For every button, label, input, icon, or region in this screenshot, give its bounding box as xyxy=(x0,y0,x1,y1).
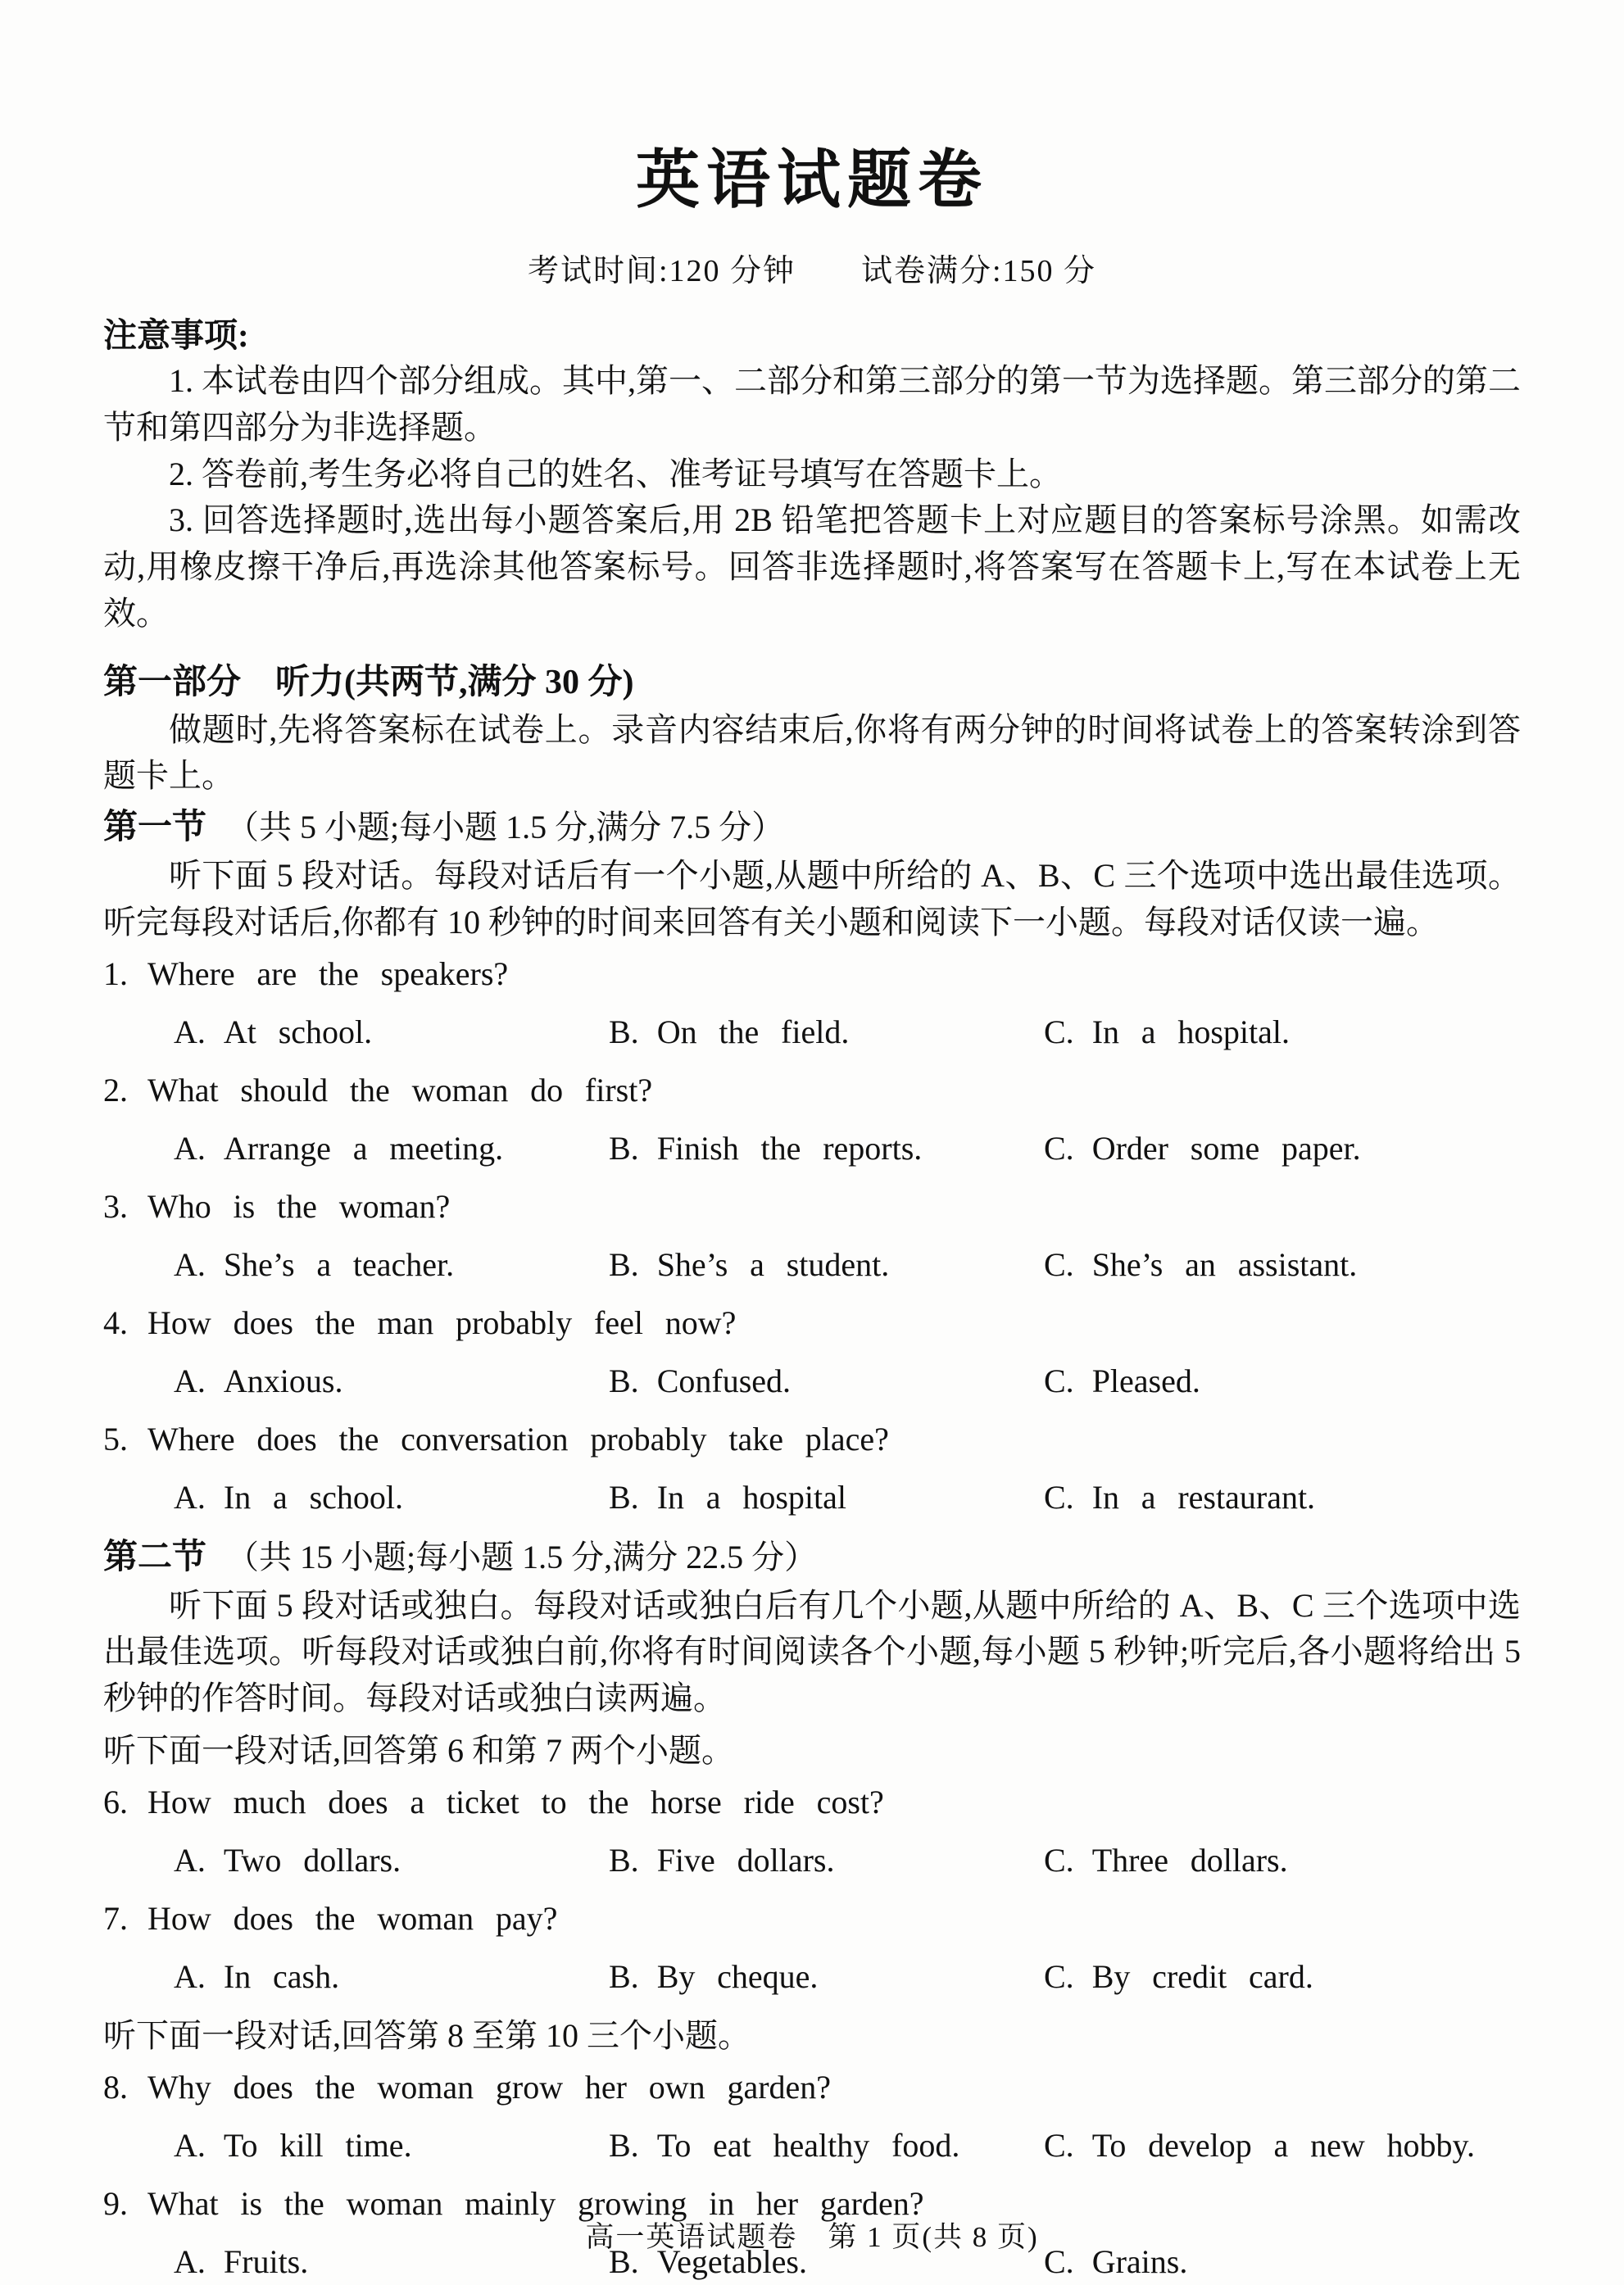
question-1-stem: Where are the speakers? xyxy=(147,954,509,992)
question-6-option-b xyxy=(609,1838,1044,1883)
option-letter-a: A. xyxy=(174,2126,206,2164)
question-4-option-b xyxy=(609,1359,1044,1403)
option-letter-a: A. xyxy=(174,1129,206,1167)
question-4-options xyxy=(103,1359,1521,1403)
part1-intro: 做题时,先将答案标在试卷上。录音内容结束后,你将有两分钟的时间将试卷上的答案转涂到答题卡上。 xyxy=(103,710,1521,795)
option-b-text: To eat healthy food. xyxy=(656,2126,960,2164)
option-c-text: To develop a new hobby. xyxy=(1091,2126,1475,2164)
question-5 xyxy=(103,1417,1521,1520)
question-8-number: 8. xyxy=(103,2068,128,2106)
question-6-option-c xyxy=(1044,1838,1521,1883)
option-letter-c: C. xyxy=(1044,1478,1074,1516)
question-1-text xyxy=(103,951,1521,997)
question-7-option-a xyxy=(174,1955,609,1999)
option-letter-b: B. xyxy=(609,2126,639,2164)
option-c-text: She’s an assistant. xyxy=(1091,1245,1358,1283)
option-letter-c: C. xyxy=(1044,1362,1074,1399)
part1-heading: 第一部分 听力(共两节,满分 30 分) xyxy=(103,663,634,701)
question-3-text xyxy=(103,1184,1521,1230)
question-6 xyxy=(103,1779,1521,1883)
option-b-text: In a hospital xyxy=(656,1478,847,1516)
option-letter-a: A. xyxy=(174,1245,206,1283)
question-3-options xyxy=(103,1243,1521,1287)
option-letter-b: B. xyxy=(609,1013,639,1050)
question-1-option-c xyxy=(1044,1010,1521,1054)
question-5-options xyxy=(103,1476,1521,1520)
question-7-stem: How does the woman pay? xyxy=(147,1899,558,1937)
question-1-option-a xyxy=(174,1010,609,1054)
question-3-stem: Who is the woman? xyxy=(147,1187,451,1225)
question-5-option-c xyxy=(1044,1476,1521,1520)
question-1-option-b xyxy=(609,1010,1044,1054)
question-4-stem: How does the man probably feel now? xyxy=(147,1303,737,1341)
option-letter-b: B. xyxy=(609,1841,639,1879)
option-b-text: On the field. xyxy=(656,1013,850,1050)
option-letter-b: B. xyxy=(609,1362,639,1399)
option-letter-b: B. xyxy=(609,1129,639,1167)
question-6-option-a xyxy=(174,1838,609,1883)
question-3 xyxy=(103,1184,1521,1287)
question-2-number: 2. xyxy=(103,1071,128,1108)
page-footer: 高一英语试题卷 第 1 页(共 8 页) xyxy=(585,2221,1039,2253)
question-2-option-b xyxy=(609,1127,1044,1171)
option-letter-a: A. xyxy=(174,1013,206,1050)
question-5-stem: Where does the conversation probably take place? xyxy=(147,1420,889,1458)
option-a-text: To kill time. xyxy=(223,2126,412,2164)
question-5-number: 5. xyxy=(103,1420,128,1458)
question-8-stem: Why does the woman grow her own garden? xyxy=(147,2068,832,2106)
option-b-text: Finish the reports. xyxy=(656,1129,923,1167)
question-2-option-a xyxy=(174,1127,609,1171)
question-7-text xyxy=(103,1896,1521,1942)
question-4 xyxy=(103,1300,1521,1403)
option-letter-a: A. xyxy=(174,1362,206,1399)
option-letter-c: C. xyxy=(1044,1245,1074,1283)
section1-intro: 听下面 5 段对话。每段对话后有一个小题,从题中所给的 A、B、C 三个选项中选出最佳选项。听完每段对话后,你都有 10 秒钟的时间来回答有关小题和阅读下一小题。每段对话仅读一遍。 xyxy=(103,857,1521,941)
question-6-text xyxy=(103,1779,1521,1825)
question-1-options xyxy=(103,1010,1521,1054)
section2-meta: （共 15 小题;每小题 1.5 分,满分 22.5 分） xyxy=(226,1538,818,1575)
option-letter-b: B. xyxy=(609,1245,639,1283)
option-letter-c: C. xyxy=(1044,1841,1074,1879)
option-letter-b: B. xyxy=(609,1957,639,1995)
option-b-text: Confused. xyxy=(656,1362,792,1399)
question-9-stem: What is the woman mainly growing in her garden? xyxy=(147,2184,924,2222)
option-letter-b: B. xyxy=(609,1478,639,1516)
option-letter-a: A. xyxy=(174,1478,206,1516)
notice-item-1: 1. 本试卷由四个部分组成。其中,第一、二部分和第三部分的第一节为选择题。第三部分的第二节和第四部分为非选择题。 xyxy=(103,362,1521,446)
page-title: 英语试题卷 xyxy=(635,144,988,215)
question-3-option-b xyxy=(609,1243,1044,1287)
question-7-option-c xyxy=(1044,1955,1521,1999)
question-1-number: 1. xyxy=(103,954,128,992)
notice-item-3: 3. 回答选择题时,选出每小题答案后,用 2B 铅笔把答题卡上对应题目的答案标号涂黑。如需改动,用橡皮擦干净后,再选涂其他答案标号。回答非选择题时,将答案写在答题卡上,写在本试卷上无效。 xyxy=(103,501,1521,632)
question-6-stem: How much does a ticket to the horse ride cost? xyxy=(147,1783,884,1820)
question-8-text xyxy=(103,2065,1521,2110)
question-5-text xyxy=(103,1417,1521,1462)
question-7-options xyxy=(103,1955,1521,1999)
option-c-text: By credit card. xyxy=(1091,1957,1313,1995)
option-a-text: Anxious. xyxy=(223,1362,343,1399)
option-letter-a: A. xyxy=(174,2242,206,2280)
question-2-option-c xyxy=(1044,1127,1521,1171)
question-4-option-a xyxy=(174,1359,609,1403)
section2-label: 第二节 xyxy=(103,1538,207,1576)
question-8-option-a xyxy=(174,2124,609,2168)
direction-q6-q7: 听下面一段对话,回答第 6 和第 7 两个小题。 xyxy=(103,1731,734,1769)
option-c-text: In a hospital. xyxy=(1091,1013,1291,1050)
option-a-text: Arrange a meeting. xyxy=(223,1129,504,1167)
option-letter-b: B. xyxy=(609,2242,639,2280)
question-1 xyxy=(103,951,1521,1054)
direction-q8-q10: 听下面一段对话,回答第 8 至第 10 三个小题。 xyxy=(103,2016,751,2054)
question-8 xyxy=(103,2065,1521,2168)
question-6-options xyxy=(103,1838,1521,1883)
option-b-text: She’s a student. xyxy=(656,1245,890,1283)
option-a-text: She’s a teacher. xyxy=(223,1245,455,1283)
question-9-number: 9. xyxy=(103,2184,128,2222)
question-3-option-c xyxy=(1044,1243,1521,1287)
option-c-text: In a restaurant. xyxy=(1091,1478,1316,1516)
option-a-text: Fruits. xyxy=(223,2242,309,2280)
option-a-text: Two dollars. xyxy=(223,1841,401,1879)
option-letter-c: C. xyxy=(1044,1957,1074,1995)
question-2-options xyxy=(103,1127,1521,1171)
section1-label: 第一节 xyxy=(103,809,207,847)
question-5-option-b xyxy=(609,1476,1044,1520)
question-8-options xyxy=(103,2124,1521,2168)
option-a-text: At school. xyxy=(223,1013,373,1050)
option-letter-a: A. xyxy=(174,1841,206,1879)
option-letter-c: C. xyxy=(1044,2242,1074,2280)
option-letter-c: C. xyxy=(1044,1129,1074,1167)
option-letter-a: A. xyxy=(174,1957,206,1995)
question-4-number: 4. xyxy=(103,1303,128,1341)
option-a-text: In a school. xyxy=(223,1478,403,1516)
question-3-number: 3. xyxy=(103,1187,128,1225)
question-4-option-c xyxy=(1044,1359,1521,1403)
option-c-text: Pleased. xyxy=(1091,1362,1200,1399)
option-c-text: Three dollars. xyxy=(1091,1841,1288,1879)
question-3-option-a xyxy=(174,1243,609,1287)
question-2 xyxy=(103,1068,1521,1171)
notice-item-2: 2. 答卷前,考生务必将自己的姓名、准考证号填写在答题卡上。 xyxy=(169,455,1062,492)
section1-meta: （共 5 小题;每小题 1.5 分,满分 7.5 分） xyxy=(226,809,785,846)
option-b-text: Vegetables. xyxy=(656,2242,807,2280)
question-7-option-b xyxy=(609,1955,1044,1999)
question-8-option-c xyxy=(1044,2124,1521,2168)
section1-heading xyxy=(103,803,1521,853)
option-b-text: Five dollars. xyxy=(656,1841,835,1879)
section2-heading xyxy=(103,1533,1521,1583)
question-6-number: 6. xyxy=(103,1783,128,1820)
section2-intro: 听下面 5 段对话或独白。每段对话或独白后有几个小题,从题中所给的 A、B、C 三个选项中选出最佳选项。听每段对话或独白前,你将有时间阅读各个小题,每小题 5 秒钟;听完后,各小题将给出 5 秒钟的作答时间。每段对话或独白读两遍。 xyxy=(103,1586,1521,1717)
option-letter-c: C. xyxy=(1044,2126,1074,2164)
question-2-stem: What should the woman do first? xyxy=(147,1071,653,1108)
option-b-text: By cheque. xyxy=(656,1957,819,1995)
question-7-number: 7. xyxy=(103,1899,128,1937)
option-c-text: Order some paper. xyxy=(1091,1129,1361,1167)
option-c-text: Grains. xyxy=(1091,2242,1188,2280)
question-4-text xyxy=(103,1300,1521,1346)
option-letter-c: C. xyxy=(1044,1013,1074,1050)
notice-heading: 注意事项: xyxy=(103,315,249,354)
exam-time-score-line: 考试时间:120 分钟 试卷满分:150 分 xyxy=(527,253,1097,288)
option-a-text: In cash. xyxy=(223,1957,340,1995)
question-5-option-a xyxy=(174,1476,609,1520)
question-2-text xyxy=(103,1068,1521,1113)
question-7 xyxy=(103,1896,1521,1999)
question-8-option-b xyxy=(609,2124,1044,2168)
